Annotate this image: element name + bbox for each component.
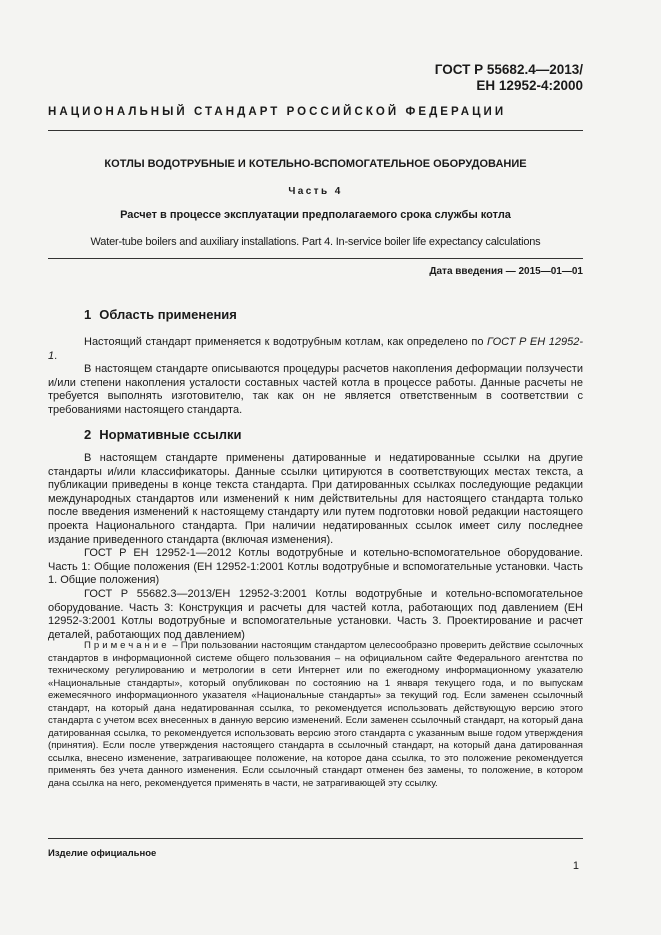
- document-code: [435, 62, 583, 94]
- section-1-title: Область применения: [99, 307, 237, 322]
- footer-label: Изделие официальное: [48, 848, 157, 859]
- section-2-reference-1: ГОСТ Р ЕН 12952-1—2012 Котлы водотрубные и котельно-вспомогательное оборудование. Часть 1: Общие положения (ЕН 12952-1:2001 Котлы водотрубные и вспомогательные установки. Часть 1. Общие положения): [48, 547, 583, 587]
- section-2-heading: [84, 427, 241, 442]
- part-label: Часть 4: [288, 186, 343, 197]
- section-1-paragraph-2: В настоящем стандарте описываются процедуры расчетов накопления деформации ползучести и/или степени накопления усталости составных частей котла в процессе работы. Данные расчеты не требуется выполнять изготовителю, так как он не является ответственным в соответствии с требованиями настоящего стандарта.: [48, 363, 583, 416]
- note-text: – При пользовании настоящим стандартом целесообразно проверить действие ссылочных стандартов в информационной системе общего пользования – на официальном сайте Федерального агентства по техническому регулированию и метрологии в сети Интернет или по ежегодному информационному указателю «Национальные стандарты», который опубликован по состоянию на 1 января текущего года, и по выпускам ежемесячного информационного указателя «Национальные стандарты» за текущий год. Если заменен ссылочный стандарт, на который дана недатированная ссылка, то рекомендуется использовать действующую версию этого стандарта с учетом всех внесенных в данную версию изменений. Если заменен ссылочный стандарт, на который дана датированная ссылка, то рекомендуется использовать версию этого стандарта с указанным выше годом утверждения (принятия). Если после утверждения настоящего стандарта в ссылочный стандарт, на который дана датированная ссылка, внесено изменение, затрагивающее положение, на которое дана ссылка, то это положение рекомендуется применять без учета данного изменения. Если ссылочный стандарт отменен без замены, то положение, в котором дана ссылка на него, рекомендуется применять в части, не затрагивающей эту ссылку.: [48, 640, 583, 789]
- national-standard-banner: НАЦИОНАЛЬНЫЙ СТАНДАРТ РОССИЙСКОЙ ФЕДЕРАЦИИ: [48, 106, 507, 118]
- standard-title: КОТЛЫ ВОДОТРУБНЫЕ И КОТЕЛЬНО-ВСПОМОГАТЕЛЬНОЕ ОБОРУДОВАНИЕ: [104, 158, 527, 170]
- section-1-number: 1: [84, 307, 92, 322]
- section-2-reference-2: ГОСТ Р 55682.3—2013/ЕН 12952-3:2001 Котлы водотрубные и котельно-вспомогательное оборудование. Часть 3: Конструкция и расчеты для частей котла, работающих под давлением (ЕН 12952-3:2001 Котлы водотрубные и вспомогательные установки. Часть 3. Проектирование и расчет деталей, работающих под давлением): [48, 587, 583, 641]
- section-1-body: [48, 336, 583, 418]
- section-1-paragraph-1: Настоящий стандарт применяется к водотрубным котлам, как определено по ГОСТ Р ЕН 12952-1.: [48, 336, 584, 362]
- english-title: Water-tube boilers and auxiliary installations. Part 4. In-service boiler life expectancy calculations: [90, 236, 541, 248]
- title-rule: [48, 258, 583, 259]
- header-rule: [48, 130, 583, 131]
- footer-rule: [48, 838, 583, 839]
- section-1-reference: ГОСТ Р ЕН 12952-1: [48, 336, 584, 362]
- section-1-heading: [84, 307, 237, 322]
- page-number: 1: [572, 860, 579, 872]
- note-label: Примечание: [84, 640, 170, 651]
- introduction-date: Дата введения — 2015—01—01: [429, 266, 583, 277]
- section-2-number: 2: [84, 427, 92, 442]
- section-2-title: Нормативные ссылки: [99, 427, 242, 442]
- document-code-line1: ГОСТ Р 55682.4—2013/: [434, 62, 583, 77]
- section-2-note: [48, 640, 583, 790]
- section-2-paragraph-1: В настоящем стандарте применены датированные и недатированные ссылки на другие стандарты и/или классификаторы. Данные ссылки цитируются в соответствующих местах текста, а публикации приведены в конце текста стандарта. При датированных ссылках последующие редакции международных стандартов или изменений к ним действительны для настоящего стандарта только после введения изменений к настоящему стандарту или путем подготовки новой редакции настоящего проекта Национального стандарта. При наличии недатированных ссылок имеет силу последнее издание приведенного стандарта (включая изменения).: [48, 452, 583, 546]
- document-code-line2: ЕН 12952-4:2000: [476, 78, 583, 93]
- section-2-body: [48, 452, 583, 642]
- standard-subtitle: Расчет в процессе эксплуатации предполагаемого срока службы котла: [120, 209, 511, 221]
